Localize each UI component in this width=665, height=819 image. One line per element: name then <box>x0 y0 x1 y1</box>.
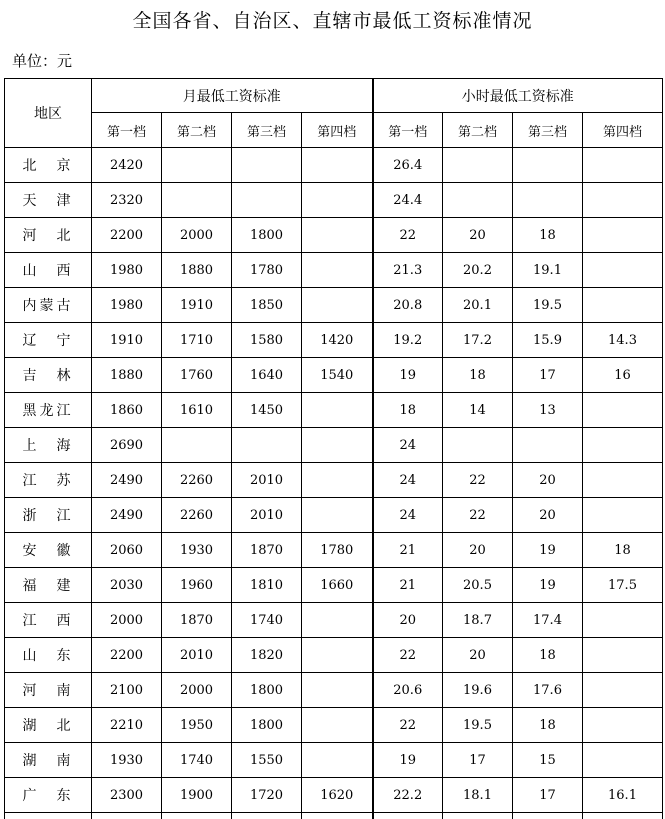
hourly-header: 小时最低工资标准 <box>373 79 663 113</box>
monthly-tier-2-cell: 1760 <box>162 358 232 393</box>
hourly-tier-4-cell <box>583 288 663 323</box>
hourly-tier-2-cell: 20 <box>443 218 513 253</box>
hourly-tier-3-cell: 18 <box>513 708 583 743</box>
monthly-tier-2-cell: 1870 <box>162 603 232 638</box>
monthly-tier-4-cell <box>302 428 373 463</box>
hourly-tier-3-cell: 17 <box>513 778 583 813</box>
table-row <box>5 498 663 533</box>
monthly-tier-2-cell: 1950 <box>162 708 232 743</box>
monthly-tier-3-cell: 2010 <box>232 498 302 533</box>
monthly-tier-2-cell: 1740 <box>162 743 232 778</box>
monthly-tier-1-cell: 1860 <box>92 393 162 428</box>
hourly-tier-4-cell <box>583 253 663 288</box>
monthly-tier-3-cell: 1720 <box>232 778 302 813</box>
region-cell: 河 北 <box>5 218 92 253</box>
monthly-tier-1-cell: 2200 <box>92 638 162 673</box>
table-row <box>5 323 663 358</box>
hourly-tier-4-header: 第四档 <box>583 113 663 148</box>
region-cell: 安 徽 <box>5 533 92 568</box>
hourly-tier-2-cell: 20 <box>443 533 513 568</box>
region-cell: 北 京 <box>5 148 92 183</box>
monthly-tier-4-cell <box>302 183 373 218</box>
region-cell: 黑龙江 <box>5 393 92 428</box>
table-row <box>5 183 663 218</box>
hourly-tier-1-cell: 21 <box>373 533 443 568</box>
hourly-tier-4-cell <box>583 463 663 498</box>
hourly-tier-2-cell: 19.6 <box>443 673 513 708</box>
hourly-tier-3-cell <box>513 428 583 463</box>
monthly-tier-4-cell <box>302 673 373 708</box>
region-cell: 江 苏 <box>5 463 92 498</box>
region-cell: 河 南 <box>5 673 92 708</box>
monthly-tier-3-cell: 1800 <box>232 708 302 743</box>
table-row <box>5 148 663 183</box>
hourly-tier-3-cell: 18 <box>513 218 583 253</box>
hourly-tier-2-cell <box>443 148 513 183</box>
monthly-tier-4-cell <box>302 463 373 498</box>
region-cell: 江 西 <box>5 603 92 638</box>
hourly-tier-3-cell <box>513 183 583 218</box>
monthly-tier-4-cell: 1660 <box>302 568 373 603</box>
hourly-tier-3-cell <box>513 148 583 183</box>
hourly-tier-4-cell <box>583 498 663 533</box>
table-row <box>5 603 663 638</box>
hourly-tier-2-cell: 18.1 <box>443 778 513 813</box>
monthly-tier-2-cell: 1960 <box>162 568 232 603</box>
hourly-tier-4-cell <box>583 638 663 673</box>
hourly-tier-1-cell: 19 <box>373 743 443 778</box>
monthly-tier-4-cell <box>302 743 373 778</box>
hourly-tier-3-cell: 15.9 <box>513 323 583 358</box>
monthly-tier-3-cell: 1780 <box>232 253 302 288</box>
hourly-tier-4-cell <box>583 603 663 638</box>
table-body <box>5 148 663 819</box>
monthly-tier-1-cell: 2100 <box>92 673 162 708</box>
monthly-tier-3-cell: 1550 <box>232 743 302 778</box>
region-cell: 内蒙古 <box>5 288 92 323</box>
monthly-tier-1-cell: 2000 <box>92 603 162 638</box>
hourly-tier-1-cell: 24 <box>373 428 443 463</box>
hourly-tier-2-cell: 20.2 <box>443 253 513 288</box>
monthly-tier-1-cell: 2490 <box>92 463 162 498</box>
hourly-tier-2-cell: 22 <box>443 498 513 533</box>
table-row <box>5 428 663 463</box>
hourly-tier-1-cell: 24 <box>373 498 443 533</box>
monthly-tier-4-header: 第四档 <box>302 113 373 148</box>
hourly-tier-3-cell: 19.5 <box>513 288 583 323</box>
monthly-tier-1-cell: 2030 <box>92 568 162 603</box>
monthly-tier-2-cell: 2000 <box>162 218 232 253</box>
hourly-tier-1-cell: 20.8 <box>373 288 443 323</box>
monthly-tier-4-cell: 1620 <box>302 778 373 813</box>
monthly-tier-1-cell: 1980 <box>92 288 162 323</box>
monthly-tier-3-cell: 1850 <box>232 288 302 323</box>
table-row <box>5 743 663 778</box>
hourly-tier-3-cell: 17.6 <box>513 673 583 708</box>
monthly-tier-3-cell: 1800 <box>232 218 302 253</box>
hourly-tier-4-cell <box>583 708 663 743</box>
hourly-tier-4-cell: 14.3 <box>583 323 663 358</box>
region-cell: 山 东 <box>5 638 92 673</box>
monthly-tier-2-cell: 1710 <box>162 323 232 358</box>
monthly-tier-3-header: 第三档 <box>232 113 302 148</box>
hourly-tier-1-header: 第一档 <box>373 113 443 148</box>
monthly-tier-2-cell <box>162 183 232 218</box>
hourly-tier-4-cell: 16.1 <box>583 778 663 813</box>
monthly-tier-4-cell <box>302 218 373 253</box>
hourly-tier-3-cell: 13 <box>513 393 583 428</box>
unit-label: 单位：元 <box>12 50 72 71</box>
monthly-tier-4-cell <box>302 708 373 743</box>
hourly-tier-3-header: 第三档 <box>513 113 583 148</box>
region-cell: 湖 北 <box>5 708 92 743</box>
monthly-header: 月最低工资标准 <box>92 79 373 113</box>
hourly-tier-3-cell: 19 <box>513 568 583 603</box>
table-row <box>5 218 663 253</box>
hourly-tier-3-cell: 17.4 <box>513 603 583 638</box>
hourly-tier-2-cell: 22 <box>443 463 513 498</box>
hourly-tier-1-cell: 22 <box>373 218 443 253</box>
table-row <box>5 673 663 708</box>
region-cell: 辽 宁 <box>5 323 92 358</box>
monthly-tier-3-cell: 1450 <box>232 393 302 428</box>
region-cell: 天 津 <box>5 183 92 218</box>
table-row <box>5 708 663 743</box>
monthly-tier-1-cell: 1980 <box>92 253 162 288</box>
hourly-tier-2-header: 第二档 <box>443 113 513 148</box>
monthly-tier-2-header: 第二档 <box>162 113 232 148</box>
region-cell: 广 东 <box>5 778 92 813</box>
monthly-tier-3-cell: 1580 <box>232 323 302 358</box>
hourly-tier-2-cell <box>443 183 513 218</box>
minimum-wage-table <box>4 78 663 819</box>
hourly-tier-1-cell: 22.2 <box>373 778 443 813</box>
region-cell: 湖 南 <box>5 743 92 778</box>
hourly-tier-3-cell: 20 <box>513 463 583 498</box>
monthly-tier-2-cell: 1930 <box>162 533 232 568</box>
monthly-tier-4-cell <box>302 603 373 638</box>
monthly-tier-4-cell: 1780 <box>302 533 373 568</box>
hourly-tier-1-cell: 20.6 <box>373 673 443 708</box>
hourly-tier-4-cell <box>583 673 663 708</box>
hourly-tier-3-cell: 19 <box>513 533 583 568</box>
monthly-tier-1-cell: 1930 <box>92 743 162 778</box>
monthly-tier-2-cell <box>162 148 232 183</box>
monthly-tier-3-cell: 1640 <box>232 358 302 393</box>
hourly-tier-3-cell: 15 <box>513 743 583 778</box>
monthly-tier-2-cell: 2000 <box>162 673 232 708</box>
hourly-tier-1-cell: 21.3 <box>373 253 443 288</box>
region-cell: 山 西 <box>5 253 92 288</box>
monthly-tier-1-cell: 2490 <box>92 498 162 533</box>
hourly-tier-1-cell: 22 <box>373 708 443 743</box>
hourly-tier-4-cell: 16 <box>583 358 663 393</box>
hourly-tier-4-cell: 18 <box>583 533 663 568</box>
monthly-tier-4-cell <box>302 498 373 533</box>
hourly-tier-1-cell: 22 <box>373 638 443 673</box>
hourly-tier-1-cell: 18 <box>373 393 443 428</box>
monthly-tier-3-cell <box>232 148 302 183</box>
monthly-tier-1-cell: 2420 <box>92 148 162 183</box>
hourly-tier-4-cell: 17.5 <box>583 568 663 603</box>
hourly-tier-2-cell: 19.5 <box>443 708 513 743</box>
hourly-tier-2-cell: 17.2 <box>443 323 513 358</box>
hourly-tier-2-cell: 17 <box>443 743 513 778</box>
monthly-tier-1-cell: 2200 <box>92 218 162 253</box>
hourly-tier-2-cell: 20.1 <box>443 288 513 323</box>
hourly-tier-3-cell: 19.1 <box>513 253 583 288</box>
hourly-tier-1-cell: 24 <box>373 463 443 498</box>
table-row <box>5 463 663 498</box>
hourly-tier-3-cell: 20 <box>513 498 583 533</box>
region-cell: 福 建 <box>5 568 92 603</box>
monthly-tier-1-cell: 2690 <box>92 428 162 463</box>
monthly-tier-1-header: 第一档 <box>92 113 162 148</box>
hourly-tier-3-cell: 18 <box>513 638 583 673</box>
hourly-tier-2-cell: 20 <box>443 638 513 673</box>
monthly-tier-4-cell: 1420 <box>302 323 373 358</box>
monthly-tier-2-cell: 2260 <box>162 498 232 533</box>
hourly-tier-2-cell <box>443 428 513 463</box>
monthly-tier-3-cell: 1870 <box>232 533 302 568</box>
hourly-tier-4-cell <box>583 218 663 253</box>
hourly-tier-4-cell <box>583 183 663 218</box>
hourly-tier-2-cell: 20.5 <box>443 568 513 603</box>
table-row <box>5 358 663 393</box>
table-row <box>5 253 663 288</box>
hourly-tier-2-cell: 14 <box>443 393 513 428</box>
hourly-tier-2-cell: 18 <box>443 358 513 393</box>
monthly-tier-1-cell: 1880 <box>92 358 162 393</box>
hourly-tier-4-cell <box>583 148 663 183</box>
monthly-tier-1-cell: 1910 <box>92 323 162 358</box>
hourly-tier-2-cell: 18.7 <box>443 603 513 638</box>
table-row <box>5 638 663 673</box>
hourly-tier-4-cell <box>583 393 663 428</box>
monthly-tier-2-cell: 1900 <box>162 778 232 813</box>
hourly-tier-1-cell: 19.2 <box>373 323 443 358</box>
table-row <box>5 533 663 568</box>
monthly-tier-4-cell <box>302 148 373 183</box>
hourly-tier-1-cell: 20 <box>373 603 443 638</box>
monthly-tier-3-cell: 1820 <box>232 638 302 673</box>
region-cell: 上 海 <box>5 428 92 463</box>
table-row <box>5 393 663 428</box>
monthly-tier-2-cell: 1910 <box>162 288 232 323</box>
monthly-tier-4-cell: 1540 <box>302 358 373 393</box>
hourly-tier-1-cell: 26.4 <box>373 148 443 183</box>
region-header: 地区 <box>5 79 92 148</box>
hourly-tier-3-cell: 17 <box>513 358 583 393</box>
monthly-tier-2-cell: 1610 <box>162 393 232 428</box>
monthly-tier-1-cell: 2210 <box>92 708 162 743</box>
monthly-tier-3-cell: 1740 <box>232 603 302 638</box>
monthly-tier-3-cell <box>232 428 302 463</box>
region-cell: 浙 江 <box>5 498 92 533</box>
hourly-tier-1-cell: 19 <box>373 358 443 393</box>
hourly-tier-1-cell: 21 <box>373 568 443 603</box>
table-row <box>5 288 663 323</box>
monthly-tier-1-cell: 2300 <box>92 778 162 813</box>
table-row <box>5 778 663 813</box>
monthly-tier-3-cell: 2010 <box>232 463 302 498</box>
region-cell: 吉 林 <box>5 358 92 393</box>
monthly-tier-3-cell <box>232 183 302 218</box>
monthly-tier-3-cell: 1800 <box>232 673 302 708</box>
monthly-tier-2-cell: 2010 <box>162 638 232 673</box>
monthly-tier-2-cell <box>162 428 232 463</box>
monthly-tier-1-cell: 2060 <box>92 533 162 568</box>
monthly-tier-1-cell: 2320 <box>92 183 162 218</box>
monthly-tier-3-cell: 1810 <box>232 568 302 603</box>
monthly-tier-2-cell: 2260 <box>162 463 232 498</box>
table-row <box>5 568 663 603</box>
monthly-tier-4-cell <box>302 288 373 323</box>
monthly-tier-4-cell <box>302 393 373 428</box>
monthly-tier-4-cell <box>302 253 373 288</box>
hourly-tier-4-cell <box>583 743 663 778</box>
monthly-tier-4-cell <box>302 638 373 673</box>
hourly-tier-4-cell <box>583 428 663 463</box>
hourly-tier-1-cell: 24.4 <box>373 183 443 218</box>
monthly-tier-2-cell: 1880 <box>162 253 232 288</box>
page-title: 全国各省、自治区、直辖市最低工资标准情况 <box>0 6 665 33</box>
